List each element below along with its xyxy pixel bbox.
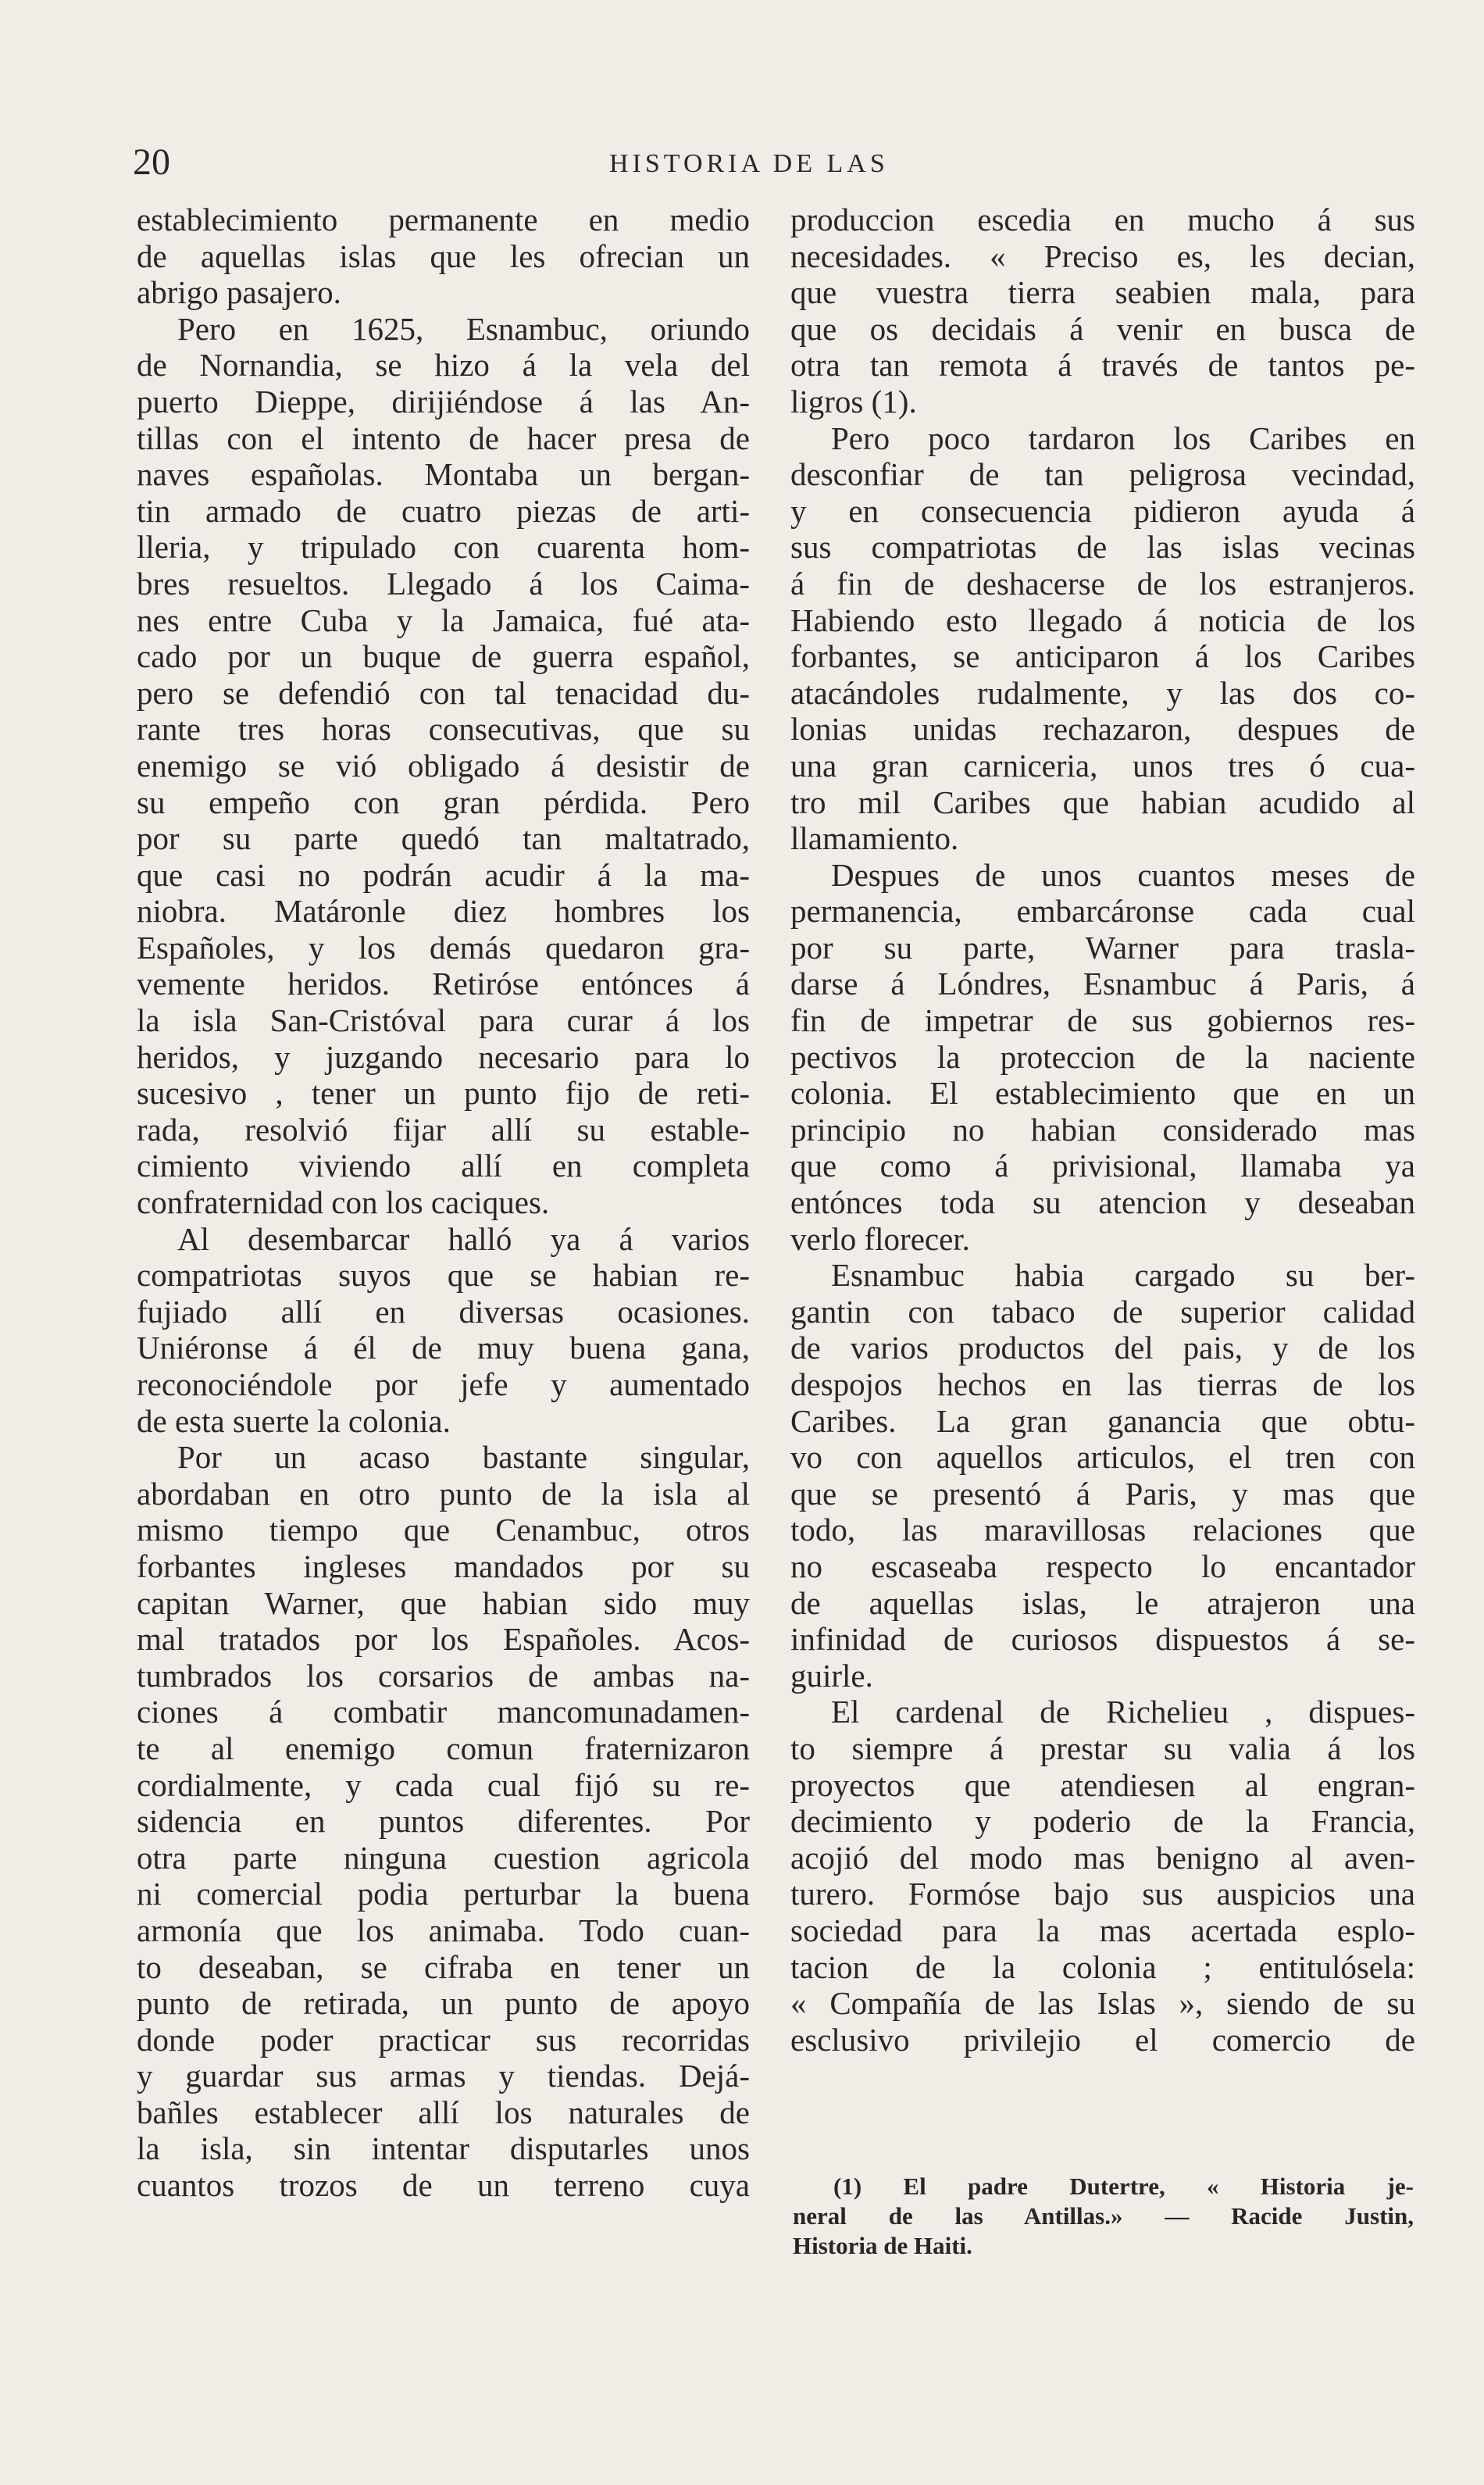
right-column-line: pectivos la proteccion de la naciente (790, 1038, 1415, 1075)
left-column-line: de esta suerte la colonia. (137, 1402, 451, 1439)
right-column-line: que como á privisional, llamaba ya (790, 1148, 1415, 1184)
left-column-line: reconociéndole por jefe y aumentado (137, 1366, 750, 1402)
footnote-line: neral de las Antillas.» — Racide Justin, (793, 2202, 1414, 2230)
left-column-line: Al desembarcar halló ya á varios (177, 1220, 750, 1257)
left-column-line: tumbrados los corsarios de ambas na- (137, 1657, 750, 1694)
left-column-line: naves españolas. Montaba un bergan- (137, 456, 750, 493)
left-column-line: lleria, y tripulado con cuarenta hom- (137, 529, 750, 566)
left-column-line: rada, resolvió fijar allí su estable- (137, 1111, 750, 1148)
right-column-line: produccion escedia en mucho á sus (790, 202, 1415, 237)
left-column-line: que casi no podrán acudir á la ma- (137, 856, 750, 893)
right-column-line: á fin de deshacerse de los estranjeros. (790, 565, 1415, 602)
left-column-line: cordialmente, y cada cual fijó su re- (137, 1766, 750, 1803)
right-column-line: y en consecuencia pidieron ayuda á (790, 492, 1415, 529)
left-column-line: bres resueltos. Llegado á los Caima- (137, 565, 750, 602)
right-column-line: turero. Formóse bajo sus auspicios una (790, 1876, 1415, 1912)
left-column-line: ni comercial podia perturbar la buena (137, 1876, 750, 1912)
left-column-line: Pero en 1625, Esnambuc, oriundo (177, 310, 750, 347)
right-column-line: verlo florecer. (790, 1220, 970, 1257)
left-column-line: abrigo pasajero. (137, 274, 341, 311)
left-column-line: punto de retirada, un punto de apoyo (137, 1985, 750, 2022)
left-column-line: cimiento viviendo allí en completa (137, 1148, 750, 1184)
right-column-line: atacándoles rudalmente, y las dos co- (790, 674, 1415, 711)
left-column-line: niobra. Matáronle diez hombres los (137, 893, 750, 930)
right-column-line: no escaseaba respecto lo encantador (790, 1548, 1415, 1584)
left-column-line: to deseaban, se cifraba en tener un (137, 1948, 750, 1985)
right-column-line: sus compatriotas de las islas vecinas (790, 529, 1415, 566)
right-column-line: de aquellas islas, le atrajeron una (790, 1584, 1415, 1621)
right-column-line: Pero poco tardaron los Caribes en (831, 420, 1415, 456)
right-text-column (790, 202, 1415, 2058)
left-column-line: tin armado de cuatro piezas de arti- (137, 492, 750, 529)
left-column-line: donde poder practicar sus recorridas (137, 2021, 750, 2058)
right-column-line: fin de impetrar de sus gobiernos res- (790, 1002, 1415, 1039)
right-column-line: esclusivo privilejio el comercio de (790, 2021, 1415, 2058)
right-column-line: acojió del modo mas benigno al aven- (790, 1839, 1415, 1876)
page-number: 20 (133, 141, 170, 183)
left-column-line: cuantos trozos de un terreno cuya (137, 2167, 750, 2204)
right-column-line: to siempre á prestar su valia á los (790, 1730, 1415, 1766)
right-column-line: El cardenal de Richelieu , dispues- (831, 1694, 1415, 1730)
left-column-line: Españoles, y los demás quedaron gra- (137, 929, 750, 966)
left-column-line: bañles establecer allí los naturales de (137, 2094, 750, 2130)
left-column-line: rante tres horas consecutivas, que su (137, 711, 750, 748)
right-column-line: infinidad de curiosos dispuestos á se- (790, 1621, 1415, 1658)
left-column-line: otra parte ninguna cuestion agricola (137, 1839, 750, 1876)
footnote (793, 2172, 1414, 2261)
left-column-line: la isla San-Cristóval para curar á los (137, 1002, 750, 1039)
right-column-line: Esnambuc habia cargado su ber- (831, 1257, 1415, 1294)
right-column-line: Despues de unos cuantos meses de (831, 856, 1415, 893)
right-column-line: una gran carniceria, unos tres ó cua- (790, 747, 1415, 784)
left-column-line: capitan Warner, que habian sido muy (137, 1584, 750, 1621)
left-column-line: enemigo se vió obligado á desistir de (137, 747, 750, 784)
right-column-line: que vuestra tierra seabien mala, para (790, 274, 1415, 311)
left-column-line: puerto Dieppe, dirijiéndose á las An- (137, 383, 750, 420)
right-column-line: proyectos que atendiesen al engran- (790, 1766, 1415, 1803)
right-column-line: guirle. (790, 1657, 873, 1694)
right-column-line: lonias unidas rechazaron, despues de (790, 711, 1415, 748)
left-column-line: cado por un buque de guerra español, (137, 638, 750, 675)
left-column-line: mal tratados por los Españoles. Acos- (137, 1621, 750, 1658)
right-column-line: que se presentó á Paris, y mas que (790, 1475, 1415, 1512)
left-column-line: ciones á combatir mancomunadamen- (137, 1694, 750, 1730)
left-column-line: la isla, sin intentar disputarles unos (137, 2130, 750, 2167)
left-column-line: y guardar sus armas y tiendas. Dejá- (137, 2058, 750, 2094)
right-column-line: colonia. El establecimiento que en un (790, 1075, 1415, 1112)
right-column-line: ligros (1). (790, 383, 917, 420)
right-column-line: tro mil Caribes que habian acudido al (790, 784, 1415, 820)
right-column-line: gantin con tabaco de superior calidad (790, 1293, 1415, 1330)
left-text-column (137, 202, 750, 2204)
left-column-line: forbantes ingleses mandados por su (137, 1548, 750, 1584)
right-column-line: entónces toda su atencion y deseaban (790, 1184, 1415, 1221)
left-column-line: armonía que los animaba. Todo cuan- (137, 1912, 750, 1948)
left-column-line: abordaban en otro punto de la isla al (137, 1475, 750, 1512)
left-column-line: fujiado allí en diversas ocasiones. (137, 1293, 750, 1330)
left-column-line: establecimiento permanente en medio (137, 202, 750, 237)
left-column-line: heridos, y juzgando necesario para lo (137, 1038, 750, 1075)
left-column-line: mismo tiempo que Cenambuc, otros (137, 1512, 750, 1548)
right-column-line: otra tan remota á través de tantos pe- (790, 347, 1415, 384)
right-column-line: despojos hechos en las tierras de los (790, 1366, 1415, 1402)
left-column-line: su empeño con gran pérdida. Pero (137, 784, 750, 820)
left-column-line: te al enemigo comun fraternizaron (137, 1730, 750, 1766)
right-column-line: darse á Lóndres, Esnambuc á Paris, á (790, 966, 1415, 1002)
right-column-line: forbantes, se anticiparon á los Caribes (790, 638, 1415, 675)
left-column-line: nes entre Cuba y la Jamaica, fué ata- (137, 602, 750, 638)
left-column-line: Por un acaso bastante singular, (177, 1439, 750, 1476)
left-column-line: por su parte quedó tan maltatrado, (137, 820, 750, 857)
right-column-line: principio no habian considerado mas (790, 1111, 1415, 1148)
running-head: HISTORIA DE LAS (609, 149, 889, 178)
left-column-line: de Nornandia, se hizo á la vela del (137, 347, 750, 384)
right-column-line: Caribes. La gran ganancia que obtu- (790, 1402, 1415, 1439)
right-column-line: llamamiento. (790, 820, 959, 857)
right-column-line: de varios productos del pais, y de los (790, 1330, 1415, 1366)
right-column-line: « Compañía de las Islas », siendo de su (790, 1985, 1415, 2022)
left-column-line: sidencia en puntos diferentes. Por (137, 1803, 750, 1840)
right-column-line: Habiendo esto llegado á noticia de los (790, 602, 1415, 638)
left-column-line: compatriotas suyos que se habian re- (137, 1257, 750, 1294)
right-column-line: vo con aquellos articulos, el tren con (790, 1439, 1415, 1476)
left-column-line: de aquellas islas que les ofrecian un (137, 237, 750, 274)
right-column-line: sociedad para la mas acertada esplo- (790, 1912, 1415, 1948)
right-column-line: necesidades. « Preciso es, les decian, (790, 237, 1415, 274)
left-column-line: Uniéronse á él de muy buena gana, (137, 1330, 750, 1366)
right-column-line: decimiento y poderio de la Francia, (790, 1803, 1415, 1840)
footnote-line: (1) El padre Dutertre, « Historia je- (833, 2173, 1414, 2200)
right-column-line: desconfiar de tan peligrosa vecindad, (790, 456, 1415, 493)
right-column-line: por su parte, Warner para trasla- (790, 929, 1415, 966)
left-column-line: vemente heridos. Retiróse entónces á (137, 966, 750, 1002)
left-column-line: confraternidad con los caciques. (137, 1184, 550, 1221)
left-column-line: sucesivo , tener un punto fijo de reti- (137, 1075, 750, 1112)
right-column-line: permanencia, embarcáronse cada cual (790, 893, 1415, 930)
footnote-line: Historia de Haiti. (793, 2232, 972, 2259)
right-column-line: todo, las maravillosas relaciones que (790, 1512, 1415, 1548)
left-column-line: tillas con el intento de hacer presa de (137, 420, 750, 456)
left-column-line: pero se defendió con tal tenacidad du- (137, 674, 750, 711)
right-column-line: tacion de la colonia ; entitulósela: (790, 1948, 1415, 1985)
right-column-line: que os decidais á venir en busca de (790, 310, 1415, 347)
